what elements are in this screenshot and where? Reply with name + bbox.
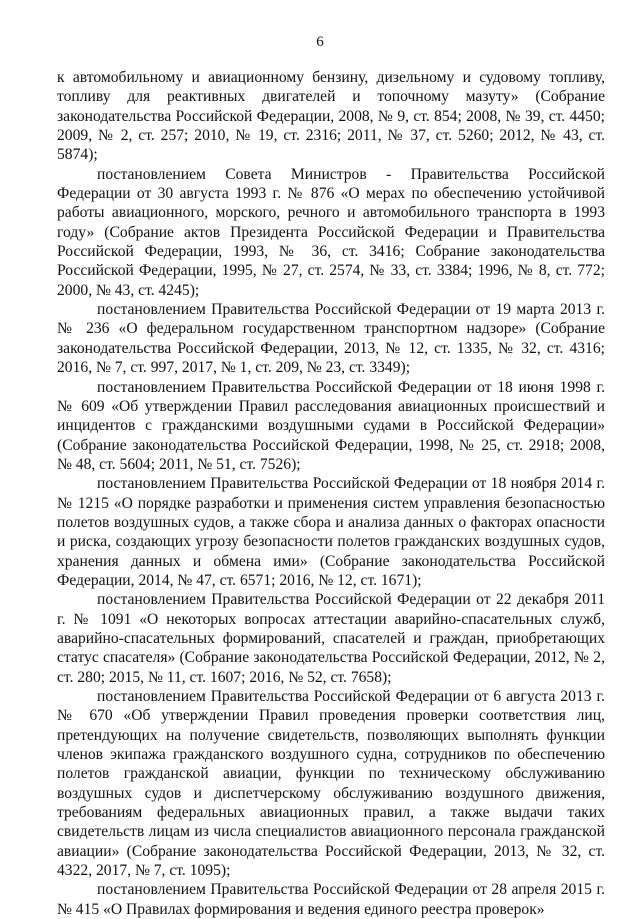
page-number: 6 (316, 34, 324, 50)
paragraph-resolution-415: постановлением Правительства Российской Федерации от 28 апреля 2015 г. № 415 «О Правилах формирования и ведения единого реестра проверок» (57, 881, 605, 918)
paragraph-continuation: к автомобильному и авиационному бензину, дизельному и судовому топливу, топливу для реактивных двигателей и топочному мазуту» (Собрание законодательства Российской Федерации, 2008, № 9, ст. 854; 2008, № 39, ст. 4450; 2009, № 2, ст. 257; 2010, № 19, ст. 2316; 2011, № 37, ст. 5260; 2012, № 43, ст. 5874); (57, 69, 605, 164)
paragraph-resolution-236: постановлением Правительства Российской Федерации от 19 марта 2013 г. № 236 «О федеральном государственном транспортном надзоре» (Собрание законодательства Российской Федерации, 2013, № 12, ст. 1335, № 32, ст. 4316; 2016, № 7, ст. 997, 2017, № 1, ст. 209, № 23, ст. 3349); (57, 301, 605, 377)
paragraph-resolution-1091: постановлением Правительства Российской Федерации от 22 декабря 2011 г. № 1091 «О некоторых вопросах аттестации аварийно-спасательных служб, аварийно-спасательных формирований, спасателей и граждан, приобретающих статус спасателя» (Собрание законодательства Российской Федерации, 2012, № 2, ст. 280; 2015, № 11, ст. 1607; 2016, № 52, ст. 7658); (57, 591, 605, 686)
paragraph-resolution-876: постановлением Совета Министров - Правительства Российской Федерации от 30 августа 1993 г. № 876 «О мерах по обеспечению устойчивой работы авиационного, морского, речного и автомобильного транспорта в 1993 году» (Собрание актов Президента Российской Федерации и Правительства Российской Федерации, 1993, № 36, ст. 3416; Собрание законодательства Российской Федерации, 1995, № 27, ст. 2574, № 33, ст. 3384; 1996, № 8, ст. 772; 2000, № 43, ст. 4245); (57, 165, 605, 299)
paragraph-resolution-609: постановлением Правительства Российской Федерации от 18 июня 1998 г. № 609 «Об утверждении Правил расследования авиационных происшествий и инцидентов с гражданскими воздушными судами в Российской Федерации» (Собрание законодательства Российской Федерации, 1998, № 25, ст. 2918; 2008, № 48, ст. 5604; 2011, № 51, ст. 7526); (57, 378, 605, 473)
document-body (57, 68, 605, 919)
paragraph-resolution-670: постановлением Правительства Российской Федерации от 6 августа 2013 г. № 670 «Об утверждении Правил проведения проверки соответствия лиц, претендующих на получение свидетельств, позволяющих выполнять функции членов экипажа гражданского воздушного судна, сотрудников по обеспечению полетов гражданской авиации, функции по техническому обслуживанию воздушных судов и диспетчерскому обслуживанию воздушного движения, требованиям федеральных авиационных правил, а также выдачи таких свидетельств лицам из числа специалистов авиационного персонала гражданской авиации» (Собрание законодательства Российской Федерации, 2013, № 32, ст. 4322, 2017, № 7, ст. 1095); (57, 688, 605, 880)
paragraph-resolution-1215: постановлением Правительства Российской Федерации от 18 ноября 2014 г. № 1215 «О порядке разработки и применения систем управления безопасностью полетов воздушных судов, а также сбора и анализа данных о факторах опасности и риска, создающих угрозу безопасности полетов гражданских воздушных судов, хранения данных и обмена ими» (Собрание законодательства Российской Федерации, 2014, № 47, ст. 6571; 2016, № 12, ст. 1671); (57, 475, 605, 589)
